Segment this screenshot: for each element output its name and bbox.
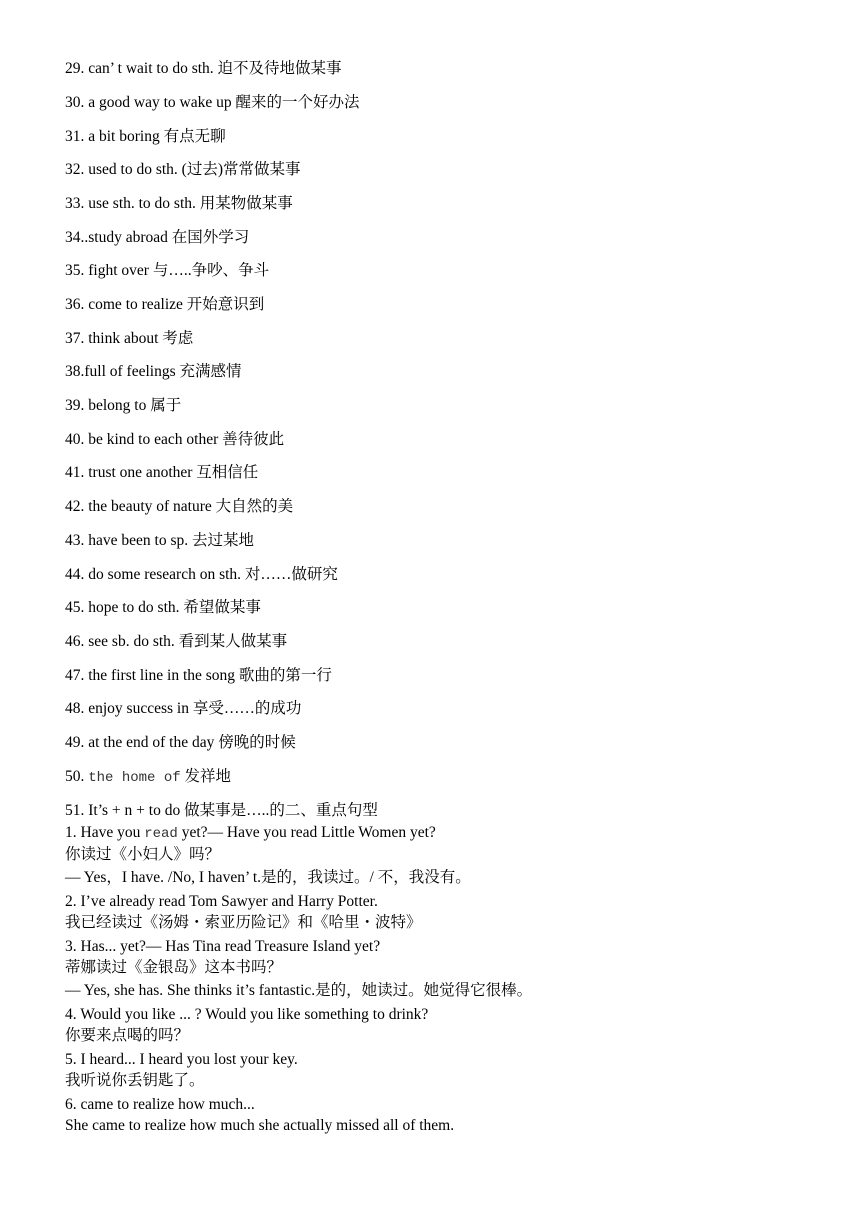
- sentence-line: 你读过《小妇人》吗？: [65, 846, 221, 863]
- sentence-text: yet?— Have you read Little Women yet?: [177, 824, 436, 841]
- list-item: 34..study abroad 在国外学习: [65, 229, 250, 246]
- sentence-line: She came to realize how much she actually missed all of them.: [65, 1117, 455, 1134]
- list-item: 48. enjoy success in 享受……的成功: [65, 700, 302, 717]
- list-item: 51. It’s + n + to do 做某事是…..的二、重点句型: [65, 802, 378, 819]
- list-item: 32. used to do sth. (过去)常常做某事: [65, 161, 301, 178]
- sentence-line: 3. Has... yet?— Has Tina read Treasure Island yet?: [65, 938, 381, 955]
- sentence-line: 5. I heard... I heard you lost your key.: [65, 1051, 298, 1068]
- list-item: 46. see sb. do sth. 看到某人做某事: [65, 633, 288, 650]
- sentence-line: 我听说你丢钥匙了。: [65, 1072, 205, 1089]
- list-item: 39. belong to 属于: [65, 397, 182, 414]
- item-number: 50.: [65, 768, 89, 785]
- list-item: 29. can’ t wait to do sth. 迫不及待地做某事: [65, 60, 342, 77]
- list-item: 43. have been to sp. 去过某地: [65, 532, 254, 549]
- sentence-line: 你要来点喝的吗？: [65, 1027, 190, 1044]
- list-item: 40. be kind to each other 善待彼此: [65, 431, 285, 448]
- sentence-line: [65, 823, 436, 844]
- sentence-line: 我已经读过《汤姆・索亚历险记》和《哈里・波特》: [65, 914, 422, 931]
- list-item: 44. do some research on sth. 对……做研究: [65, 566, 338, 583]
- list-item: 37. think about 考虑: [65, 330, 194, 347]
- list-item: 31. a bit boring 有点无聊: [65, 128, 226, 145]
- item-translation: 发祥地: [180, 768, 232, 785]
- sentence-line: — Yes，I have. /No, I haven’ t.是的，我读过。/ 不，我没有。: [65, 869, 471, 886]
- list-item: 38.full of feelings 充满感情: [65, 363, 242, 380]
- list-item: 41. trust one another 互相信任: [65, 464, 259, 481]
- sentence-keyword: read: [144, 826, 178, 842]
- sentence-line: 6. came to realize how much...: [65, 1096, 255, 1113]
- sentence-line: 4. Would you like ... ? Would you like something to drink?: [65, 1006, 429, 1023]
- sentence-line: — Yes, she has. She thinks it’s fantastic.是的，她读过。她觉得它很棒。: [65, 982, 533, 999]
- list-item: 47. the first line in the song 歌曲的第一行: [65, 667, 332, 684]
- list-item: 42. the beauty of nature 大自然的美: [65, 498, 294, 515]
- sentence-line: 2. I’ve already read Tom Sawyer and Harry Potter.: [65, 893, 378, 910]
- list-item: 45. hope to do sth. 希望做某事: [65, 599, 261, 616]
- list-item: 35. fight over 与…..争吵、争斗: [65, 262, 270, 279]
- sentence-line: 蒂娜读过《金银岛》这本书吗？: [65, 959, 283, 976]
- item-phrase: the home of: [88, 770, 181, 786]
- list-item: 30. a good way to wake up 醒来的一个好办法: [65, 94, 360, 111]
- sentence-text: 1. Have you: [65, 824, 145, 841]
- list-item: 33. use sth. to do sth. 用某物做某事: [65, 195, 293, 212]
- list-item: 36. come to realize 开始意识到: [65, 296, 265, 313]
- list-item: [65, 767, 231, 788]
- list-item: 49. at the end of the day 傍晚的时候: [65, 734, 296, 751]
